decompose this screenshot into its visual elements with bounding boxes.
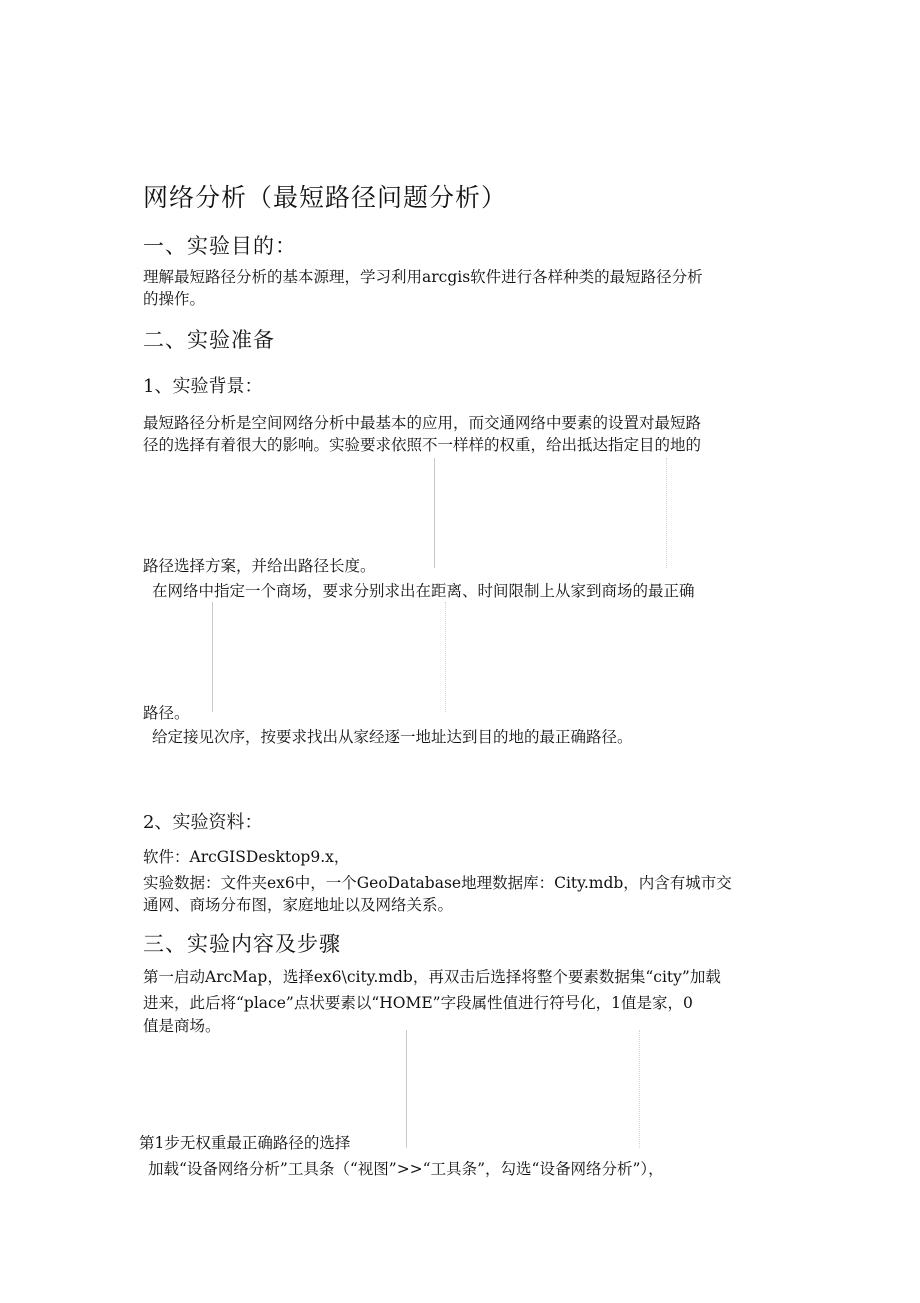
section-1-heading: 一、实验目的：: [143, 234, 297, 258]
paragraph-line: 进来，此后将“place”点状要素以“HOME”字段属性值进行符号化，1值是家，0: [143, 994, 693, 1012]
rule-line: [406, 1030, 407, 1148]
paragraph-line: 通网、商场分布图，家庭地址以及网络关系。: [143, 896, 454, 914]
step-1-heading: 第1步无权重最正确路径的选择: [139, 1134, 351, 1152]
subsection-background-heading: 1、实验背景：: [143, 376, 263, 397]
rule-line: [212, 602, 213, 712]
rule-line: [639, 1030, 640, 1148]
rule-line: [434, 458, 435, 568]
rule-line: [445, 602, 446, 712]
section-3-heading: 三、实验内容及步骤: [143, 932, 341, 956]
paragraph-line: 实验数据：文件夹ex6中，一个GeoDatabase地理数据库：City.mdb，内含有城市交: [143, 874, 732, 892]
paragraph-line: 值是商场。: [143, 1017, 221, 1035]
section-2-heading: 二、实验准备: [143, 328, 275, 352]
subsection-materials-heading: 2、实验资料：: [143, 812, 263, 833]
doc-title: 网络分析（最短路径问题分析）: [143, 183, 508, 212]
paragraph-line: 加载“设备网络分析”工具条（“视图”>>“工具条”，勾选“设备网络分析”），: [148, 1160, 664, 1178]
paragraph-line: 第一启动ArcMap，选择ex6\city.mdb，再双击后选择将整个要素数据集“city”加载: [143, 968, 721, 986]
paragraph-line: 理解最短路径分析的基本源理，学习利用arcgis软件进行各样种类的最短路径分析: [143, 268, 703, 286]
paragraph-line: 径的选择有着很大的影响。实验要求依照不一样样的权重，给出抵达指定目的地的: [143, 436, 702, 454]
rule-line: [666, 458, 667, 568]
paragraph-line: 的操作。: [143, 290, 206, 308]
paragraph-line: 路径选择方案，并给出路径长度。: [143, 557, 376, 575]
paragraph-line: 路径。: [143, 704, 190, 722]
paragraph-line: 给定接见次序，按要求找出从家经逐一地址达到目的地的最正确路径。: [152, 728, 633, 746]
paragraph-line: 在网络中指定一个商场，要求分别求出在距离、时间限制上从家到商场的最正确: [152, 582, 695, 600]
paragraph-line: 最短路径分析是空间网络分析中最基本的应用，而交通网络中要素的设置对最短路: [143, 414, 702, 432]
paragraph-line: 软件：ArcGISDesktop9.x，: [143, 848, 350, 866]
